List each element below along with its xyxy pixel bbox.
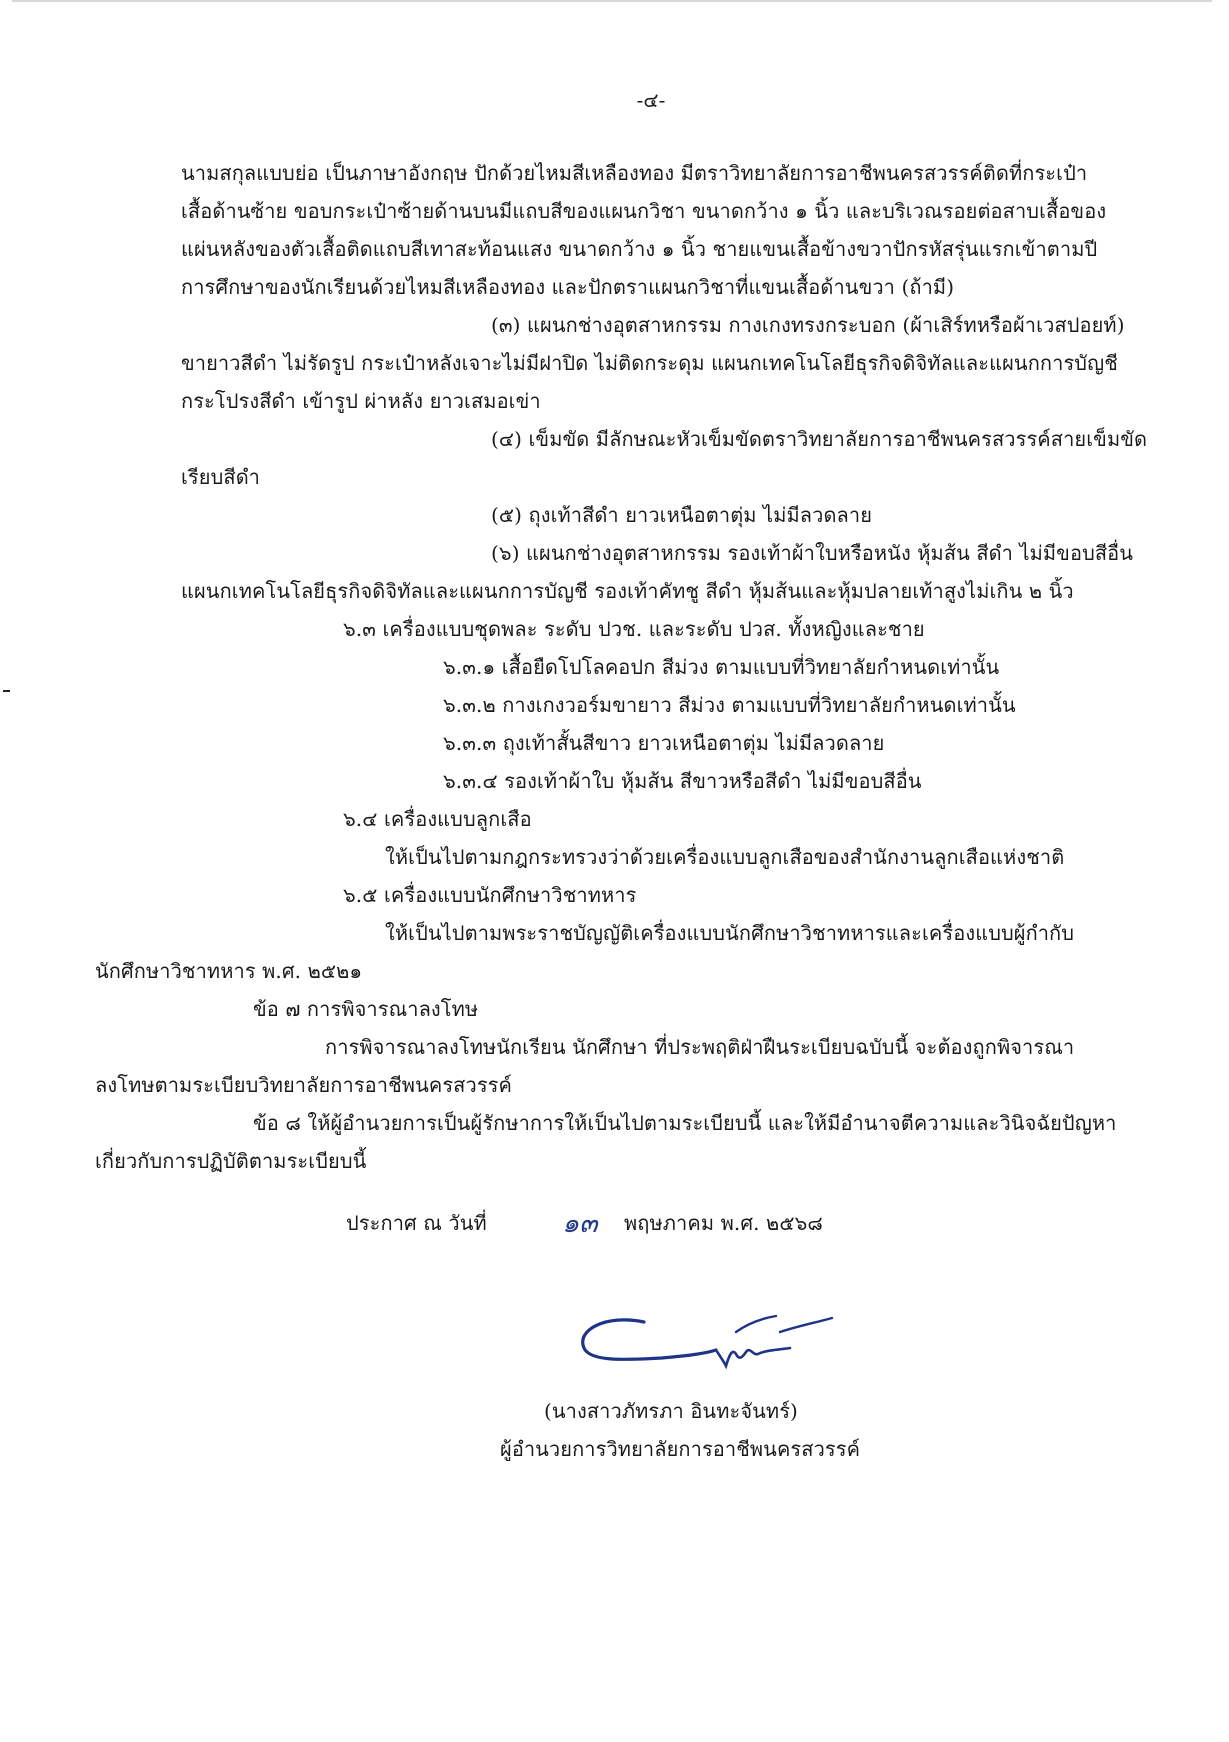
body-line: กระโปรงสีดำ เข้ารูป ผ่าหลัง ยาวเสมอเข่า: [181, 389, 541, 413]
section-6-3: ๖.๓ เครื่องแบบชุดพละ ระดับ ปวช. และระดับ ปวส. ทั้งหญิงและชาย: [343, 617, 925, 641]
body-line: นักศึกษาวิชาทหาร พ.ศ. ๒๕๒๑: [95, 959, 363, 983]
body-line: เสื้อด้านซ้าย ขอบกระเป๋าซ้ายด้านบนมีแถบสีของแผนกวิชา ขนาดกว้าง ๑ นิ้ว และบริเวณรอยต่อสาบเสื้อของ: [181, 199, 1107, 223]
item-6-3-4: ๖.๓.๔ รองเท้าผ้าใบ หุ้มส้น สีขาวหรือสีดำ ไม่มีขอบสีอื่น: [443, 769, 922, 793]
clause-6: (๖) แผนกช่างอุตสาหกรรม รองเท้าผ้าใบหรือหนัง หุ้มส้น สีดำ ไม่มีขอบสีอื่น: [491, 541, 1134, 565]
article-8: ข้อ ๘ ให้ผู้อำนวยการเป็นผู้รักษาการให้เป็นไปตามระเบียบนี้ และให้มีอำนาจตีความและวินิจฉัยปัญหา: [253, 1111, 1117, 1135]
body-line: นามสกุลแบบย่อ เป็นภาษาอังกฤษ ปักด้วยไหมสีเหลืองทอง มีตราวิทยาลัยการอาชีพนครสวรรค์ติดที่กระเป๋า: [181, 161, 1088, 185]
item-6-3-1: ๖.๓.๑ เสื้อยืดโปโลคอปก สีม่วง ตามแบบที่วิทยาลัยกำหนดเท่านั้น: [443, 655, 1000, 679]
announcement-date: พฤษภาคม พ.ศ. ๒๕๖๘: [624, 1211, 823, 1235]
handwritten-day-text: ๑๓: [562, 1208, 598, 1239]
body-line: ให้เป็นไปตามพระราชบัญญัติเครื่องแบบนักศึกษาวิชาทหารและเครื่องแบบผู้กำกับ: [385, 921, 1075, 945]
body-line: ขายาวสีดำ ไม่รัดรูป กระเป๋าหลังเจาะไม่มีฝาปิด ไม่ติดกระดุม แผนกเทคโนโลยีธุรกิจดิจิทัลและแผนกการบัญชี: [181, 351, 1118, 375]
signatory-name: (นางสาวภัทรภา อินทะจันทร์): [544, 1399, 798, 1423]
scan-margin-mark: [3, 690, 10, 692]
page-number: -๔-: [636, 88, 666, 112]
clause-5: (๕) ถุงเท้าสีดำ ยาวเหนือตาตุ่ม ไม่มีลวดลาย: [491, 503, 873, 527]
body-line: เรียบสีดำ: [181, 465, 261, 489]
signatory-position: ผู้อำนวยการวิทยาลัยการอาชีพนครสวรรค์: [500, 1437, 861, 1461]
body-line: การศึกษาของนักเรียนด้วยไหมสีเหลืองทอง และปักตราแผนกวิชาที่แขนเสื้อด้านขวา (ถ้ามี): [181, 275, 955, 299]
item-6-3-3: ๖.๓.๓ ถุงเท้าสั้นสีขาว ยาวเหนือตาตุ่ม ไม่มีลวดลาย: [443, 731, 885, 755]
body-line: แผนกเทคโนโลยีธุรกิจดิจิทัลและแผนกการบัญชี รองเท้าคัทชู สีดำ หุ้มส้นและหุ้มปลายเท้าสูงไม่เกิน ๒ นิ้ว: [181, 579, 1074, 603]
body-line: แผ่นหลังของตัวเสื้อติดแถบสีเทาสะท้อนแสง ขนาดกว้าง ๑ นิ้ว ชายแขนเสื้อข้างขวาปักรหัสรุ่นแรกเข้าตามปี: [181, 237, 1098, 261]
signature-image: [566, 1296, 856, 1376]
scan-edge-line: [12, 0, 1212, 2]
handwritten-day: [560, 1206, 620, 1240]
section-6-5: ๖.๕ เครื่องแบบนักศึกษาวิชาทหาร: [343, 883, 637, 907]
body-line: การพิจารณาลงโทษนักเรียน นักศึกษา ที่ประพฤติฝ่าฝืนระเบียบฉบับนี้ จะต้องถูกพิจารณา: [325, 1035, 1075, 1059]
body-line: ให้เป็นไปตามกฎกระทรวงว่าด้วยเครื่องแบบลูกเสือของสำนักงานลูกเสือแห่งชาติ: [385, 845, 1065, 869]
clause-3: (๓) แผนกช่างอุตสาหกรรม กางเกงทรงกระบอก (ผ้าเสิร์ทหรือผ้าเวสปอยท์): [491, 313, 1125, 337]
clause-4: (๔) เข็มขัด มีลักษณะหัวเข็มขัดตราวิทยาลัยการอาชีพนครสวรรค์สายเข็มขัด: [491, 427, 1148, 451]
announcement-prefix: ประกาศ ณ วันที่: [346, 1211, 487, 1235]
article-7-heading: ข้อ ๗ การพิจารณาลงโทษ: [253, 997, 479, 1021]
section-6-4: ๖.๔ เครื่องแบบลูกเสือ: [343, 807, 532, 831]
item-6-3-2: ๖.๓.๒ กางเกงวอร์มขายาว สีม่วง ตามแบบที่วิทยาลัยกำหนดเท่านั้น: [443, 693, 1016, 717]
body-line: ลงโทษตามระเบียบวิทยาลัยการอาชีพนครสวรรค์: [95, 1073, 512, 1097]
body-line: เกี่ยวกับการปฏิบัติตามระเบียบนี้: [95, 1149, 367, 1173]
